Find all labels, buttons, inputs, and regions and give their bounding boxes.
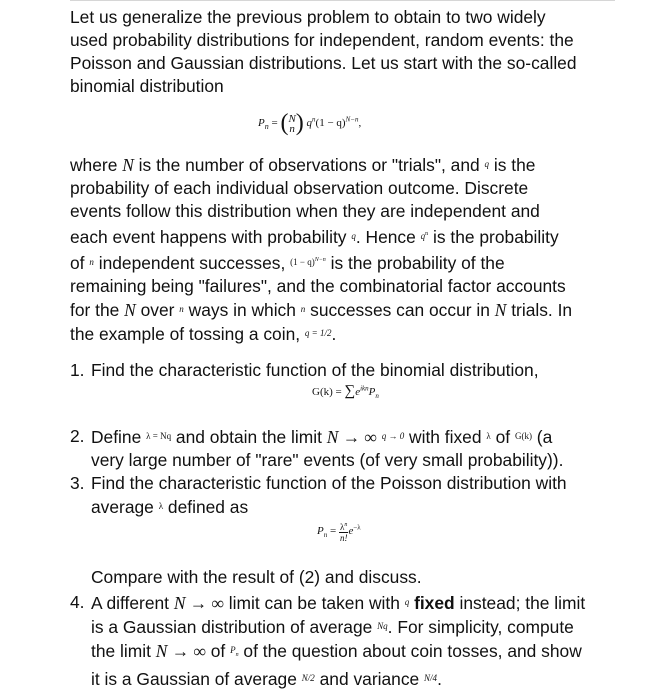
intro-line: Poisson and Gaussian distributions. Let us start with the so-called [70, 53, 577, 73]
problem-item-1: 1. Find the characteristic function of the binomial distribution, [70, 360, 539, 380]
problem-items-2-3 [70, 425, 640, 519]
problem-item-4: 4. A different N → ∞ limit can be taken with $^q$ fixed instead; the limit is a Gaussian distribution of average $^{Nq}$. For simplicity, compute the limit N → ∞ of $^{P_n}$ of the question about coin tosses, and show it is a Gaussian of average $^{N/2}$ and variance $^{N/4}$. [70, 592, 586, 689]
intro-line: Let us generalize the previous problem to obtain to two widely [70, 7, 546, 27]
intro-line: used probability distributions for independent, random events: the [70, 30, 574, 50]
poisson-equation: $P_n$ = $\frac{\lambda^n}{n!}$ $e^{-\lambda}$ [317, 522, 361, 543]
intro-paragraph [70, 6, 630, 98]
problem-item-3: 3. Find the characteristic function of the Poisson distribution with average $^\lambda$ defined as [70, 473, 567, 517]
compare-text: Compare with the result of (2) and discuss. [91, 567, 422, 587]
binomial-equation: $P_n$ = ( N n ) $q^n(1 - q)^{N-n}$, [258, 110, 362, 136]
problem-item-2: 2. Define $^{\lambda = Nq}$ and obtain the limit N → ∞ $^{q \to 0}$ with fixed $^\lambda$ of $^{G(k)}$ (a very large number of "rare" events (of very small probability)). [70, 426, 564, 470]
characteristic-equation: $G(k) = \sum e^{ikn}P_n$ [312, 383, 379, 401]
top-divider [70, 0, 615, 1]
intro-line: binomial distribution [70, 76, 224, 96]
description-paragraph: where N is the number of observations or "trials", and $^q$ is the probability of each individual observation outcome. Discrete events follow this distribution when they are independent and each event happens with probability $^q$. Hence $^{q^n}$ is the probability of $^n$ independent successes, $^{(1 - q)^{N-n}}$ is the probability of the remaining being "failures", and the combinatorial factor accounts for the N over $^n$ ways in which $^n$ successes can occur in N trials. In the example of tossing a coin, $^{q = 1/2}$. [70, 155, 573, 344]
